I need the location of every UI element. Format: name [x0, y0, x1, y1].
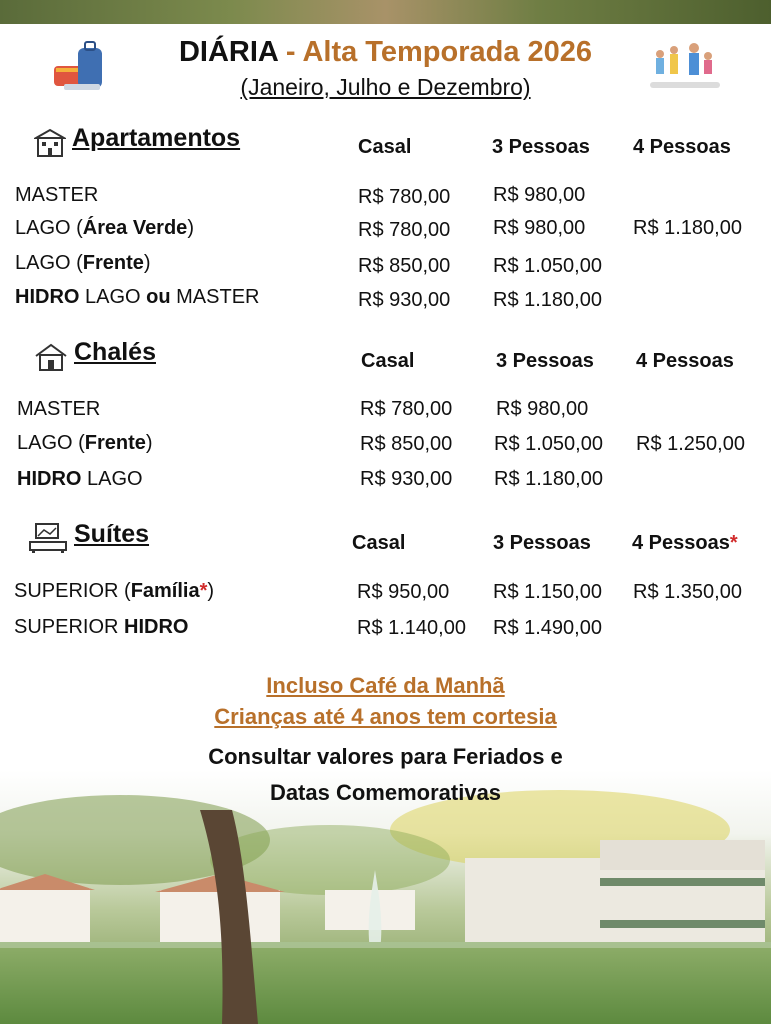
asterisk-mark: * [199, 580, 208, 602]
room-name-text: MASTER [170, 286, 260, 308]
col-4-pessoas: 4 Pessoas [636, 350, 734, 372]
price-casal: R$ 850,00 [360, 433, 453, 455]
room-name [14, 616, 188, 639]
room-name-text: MASTER [17, 398, 101, 420]
room-name [15, 184, 98, 207]
resort-lake-photo [0, 770, 771, 1024]
title-main: DIÁRIA [178, 36, 278, 68]
asterisk-mark: * [729, 532, 738, 554]
price-3: R$ 1.180,00 [493, 289, 602, 311]
note-breakfast: Incluso Café da Manhã [266, 673, 505, 698]
col-casal: Casal [358, 136, 412, 158]
room-name [17, 468, 143, 491]
room-name-bold: HIDRO [124, 616, 189, 638]
room-name-suffix: ) [207, 580, 215, 602]
hotel-room-icon [28, 522, 68, 554]
building-icon [34, 128, 66, 158]
house-icon [34, 342, 68, 372]
room-name [15, 252, 151, 275]
room-name [17, 432, 153, 455]
room-name-bold: Família [130, 580, 200, 602]
section-suites: Suítes [74, 520, 150, 548]
col-4-pessoas: 4 Pessoas [633, 136, 731, 158]
price-casal: R$ 850,00 [358, 255, 451, 277]
price-4: R$ 1.350,00 [633, 581, 742, 603]
col-3-pessoas: 3 Pessoas [492, 136, 590, 158]
col-casal: Casal [361, 350, 415, 372]
note-children: Crianças até 4 anos tem cortesia [214, 704, 557, 729]
room-name-suffix: ) [143, 252, 151, 274]
price-3: R$ 1.050,00 [493, 255, 602, 277]
note-consult-line1: Consultar valores para Feriados e [208, 744, 563, 769]
page-subtitle: (Janeiro, Julho e Dezembro) [240, 74, 531, 100]
price-3: R$ 980,00 [496, 398, 589, 420]
col-3-pessoas: 3 Pessoas [496, 350, 594, 372]
room-name-text: LAGO [79, 286, 147, 308]
room-name-text: LAGO ( [15, 217, 83, 239]
price-casal: R$ 930,00 [358, 289, 451, 311]
price-3: R$ 1.050,00 [494, 433, 603, 455]
price-casal: R$ 780,00 [358, 219, 451, 241]
price-3: R$ 980,00 [493, 184, 586, 206]
price-casal: R$ 1.140,00 [357, 617, 466, 639]
top-photo-strip [0, 0, 771, 24]
room-name-bold: Frente [84, 432, 146, 454]
room-name [15, 286, 260, 309]
room-name-suffix: ) [187, 217, 194, 239]
room-name-bold: HIDRO [17, 468, 82, 490]
price-casal: R$ 930,00 [360, 468, 453, 490]
page-title [0, 36, 771, 69]
price-casal: R$ 780,00 [358, 186, 451, 208]
price-casal: R$ 950,00 [357, 581, 450, 603]
room-name-bold: Frente [82, 252, 144, 274]
room-name-text: LAGO ( [17, 432, 85, 454]
price-3: R$ 980,00 [493, 217, 586, 239]
room-name-bold: HIDRO [15, 286, 80, 308]
price-3: R$ 1.490,00 [493, 617, 602, 639]
room-name [15, 217, 194, 240]
room-name-text: LAGO [81, 468, 143, 490]
price-3: R$ 1.150,00 [493, 581, 602, 603]
room-name-text: SUPERIOR ( [14, 580, 131, 602]
price-4: R$ 1.250,00 [636, 433, 745, 455]
room-name [17, 398, 100, 421]
col-3-pessoas: 3 Pessoas [493, 532, 591, 554]
title-dash: - [285, 36, 296, 68]
title-accent: Alta Temporada 2026 [302, 36, 593, 68]
col-4-pessoas [632, 532, 738, 555]
col-4-pessoas-text: 4 Pessoas [632, 532, 730, 554]
room-name-bold: Área Verde [82, 217, 188, 239]
room-name-bold: ou [146, 286, 171, 308]
section-apartamentos: Apartamentos [72, 124, 241, 152]
room-name [14, 580, 214, 603]
room-name-text: SUPERIOR [14, 616, 125, 638]
price-4: R$ 1.180,00 [633, 217, 742, 239]
note-consult-line2: Datas Comemorativas [269, 780, 502, 805]
room-name-text: MASTER [15, 184, 99, 206]
col-casal: Casal [352, 532, 406, 554]
room-name-suffix: ) [145, 432, 153, 454]
section-chales: Chalés [74, 338, 156, 366]
price-3: R$ 1.180,00 [494, 468, 603, 490]
price-casal: R$ 780,00 [360, 398, 453, 420]
room-name-text: LAGO ( [15, 252, 83, 274]
